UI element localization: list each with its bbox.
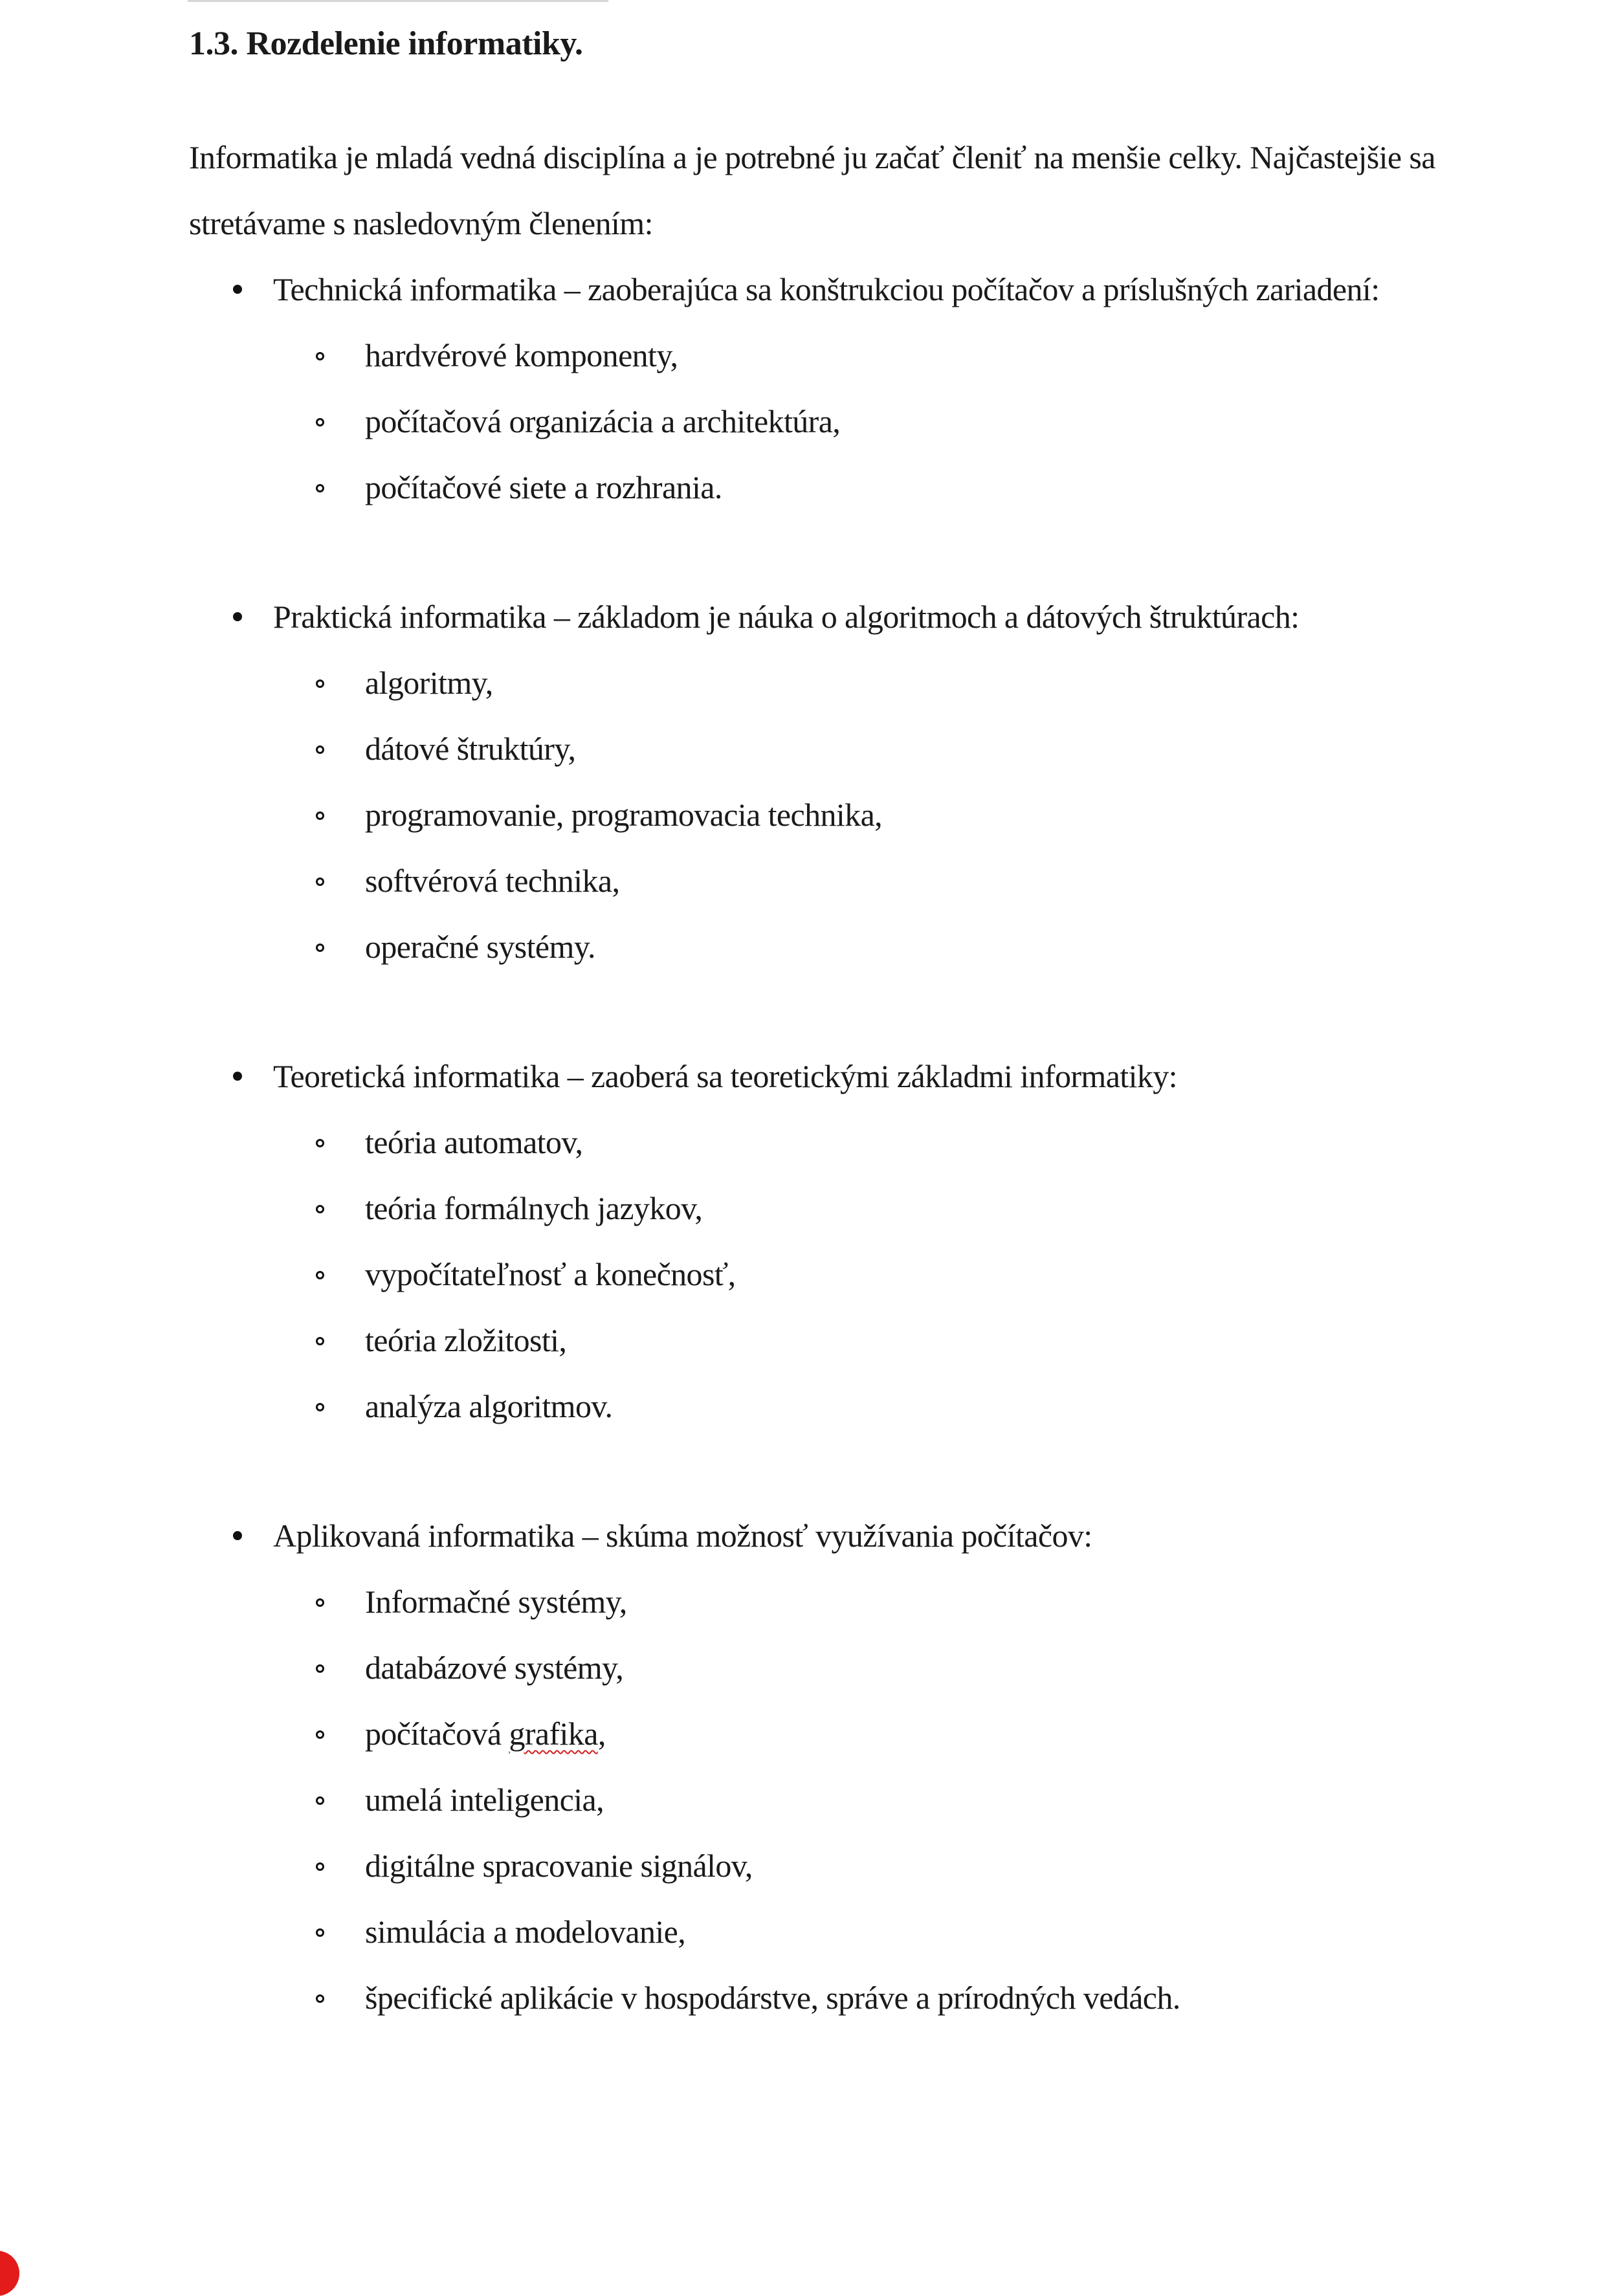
list-item-text: dátové štruktúry, xyxy=(365,731,576,767)
section-aplikovana xyxy=(189,1503,1483,2031)
list-item xyxy=(189,454,1483,520)
list-item xyxy=(189,782,1483,848)
list-item xyxy=(189,650,1483,716)
intro-line-1: Informatika je mladá vedná disciplína a je potrebné ju začať členiť na menšie celky. Najčastejšie sa xyxy=(189,139,1435,175)
list-item xyxy=(189,1965,1483,2031)
list-item xyxy=(189,1241,1483,1307)
bullet-dot-icon xyxy=(233,612,242,621)
list-item xyxy=(189,848,1483,914)
intro-line-2: stretávame s nasledovným členením: xyxy=(189,205,653,241)
list-item-text-spellcheck: počítačová grafika, xyxy=(365,1716,606,1752)
list-item xyxy=(189,322,1483,388)
section-prakticka xyxy=(189,584,1483,980)
circle-bullet-icon xyxy=(316,418,324,426)
circle-bullet-icon xyxy=(316,1403,324,1411)
circle-bullet-icon xyxy=(316,1337,324,1345)
bullet-dot-icon xyxy=(233,1531,242,1540)
list-item xyxy=(189,1833,1483,1899)
section-heading: 1.3. Rozdelenie informatiky. xyxy=(189,25,583,62)
circle-bullet-icon xyxy=(316,878,324,886)
list-item xyxy=(189,716,1483,782)
list-item xyxy=(189,1569,1483,1635)
document-page xyxy=(189,23,1483,2031)
bullet-title: Aplikovaná informatika – skúma možnosť využívania počítačov: xyxy=(273,1518,1092,1554)
circle-bullet-icon xyxy=(316,1730,324,1739)
list-item-text: Informačné systémy, xyxy=(365,1584,627,1620)
list-item-text: analýza algoritmov. xyxy=(365,1388,613,1424)
circle-bullet-icon xyxy=(316,1994,324,2003)
bullet-item xyxy=(189,256,1483,322)
circle-bullet-icon xyxy=(316,1139,324,1147)
circle-bullet-icon xyxy=(316,1664,324,1673)
bullet-title: Teoretická informatika – zaoberá sa teoretickými základmi informatiky: xyxy=(273,1058,1177,1094)
circle-bullet-icon xyxy=(316,1598,324,1607)
list-item-text: teória formálnych jazykov, xyxy=(365,1190,703,1226)
section-technicka xyxy=(189,256,1483,520)
list-item-text: počítačová organizácia a architektúra, xyxy=(365,403,841,439)
list-item xyxy=(189,1109,1483,1175)
list-item xyxy=(189,1175,1483,1241)
list-item-text: špecifické aplikácie v hospodárstve, správe a prírodných vedách. xyxy=(365,1980,1180,2016)
bullet-title: Technická informatika – zaoberajúca sa konštrukciou počítačov a príslušných zariadení: xyxy=(273,271,1380,307)
sub-list xyxy=(189,650,1483,980)
list-item xyxy=(189,914,1483,980)
corner-red-mark xyxy=(0,2251,19,2296)
circle-bullet-icon xyxy=(316,811,324,820)
top-divider xyxy=(188,0,608,2)
list-item-text: vypočítateľnosť a konečnosť, xyxy=(365,1256,736,1292)
list-item-text: hardvérové komponenty, xyxy=(365,337,678,373)
circle-bullet-icon xyxy=(316,944,324,952)
list-item-text: programovanie, programovacia technika, xyxy=(365,797,883,833)
bullet-item xyxy=(189,1043,1483,1109)
list-item xyxy=(189,1899,1483,1965)
list-item-text: simulácia a modelovanie, xyxy=(365,1914,686,1950)
list-item-text: algoritmy, xyxy=(365,665,493,701)
bullet-item xyxy=(189,584,1483,650)
circle-bullet-icon xyxy=(316,1862,324,1871)
bullet-item xyxy=(189,1503,1483,1569)
sub-list xyxy=(189,322,1483,520)
list-item xyxy=(189,388,1483,454)
list-item-text: počítačové siete a rozhrania. xyxy=(365,469,722,505)
circle-bullet-icon xyxy=(316,484,324,492)
list-item-text: teória zložitosti, xyxy=(365,1322,567,1358)
circle-bullet-icon xyxy=(316,1796,324,1805)
sub-list xyxy=(189,1569,1483,2031)
list-item xyxy=(189,1701,1483,1767)
list-item xyxy=(189,1373,1483,1439)
circle-bullet-icon xyxy=(316,352,324,360)
bullet-dot-icon xyxy=(233,285,242,294)
intro-paragraph xyxy=(189,124,1483,256)
list-item-text: teória automatov, xyxy=(365,1124,583,1160)
list-item-text: softvérová technika, xyxy=(365,863,620,899)
sub-list xyxy=(189,1109,1483,1439)
circle-bullet-icon xyxy=(316,1928,324,1937)
circle-bullet-icon xyxy=(316,679,324,688)
circle-bullet-icon xyxy=(316,1205,324,1213)
list-item xyxy=(189,1635,1483,1701)
bullet-title: Praktická informatika – základom je náuka o algoritmoch a dátových štruktúrach: xyxy=(273,599,1300,635)
circle-bullet-icon xyxy=(316,745,324,754)
circle-bullet-icon xyxy=(316,1271,324,1279)
list-item-text: databázové systémy, xyxy=(365,1650,624,1686)
spellcheck-underline: grafika xyxy=(509,1716,598,1752)
bullet-dot-icon xyxy=(233,1072,242,1081)
list-item xyxy=(189,1307,1483,1373)
list-item-text: operačné systémy. xyxy=(365,929,595,965)
list-item-text: umelá inteligencia, xyxy=(365,1782,604,1818)
list-item xyxy=(189,1767,1483,1833)
section-teoreticka xyxy=(189,1043,1483,1439)
list-item-text: digitálne spracovanie signálov, xyxy=(365,1848,753,1884)
